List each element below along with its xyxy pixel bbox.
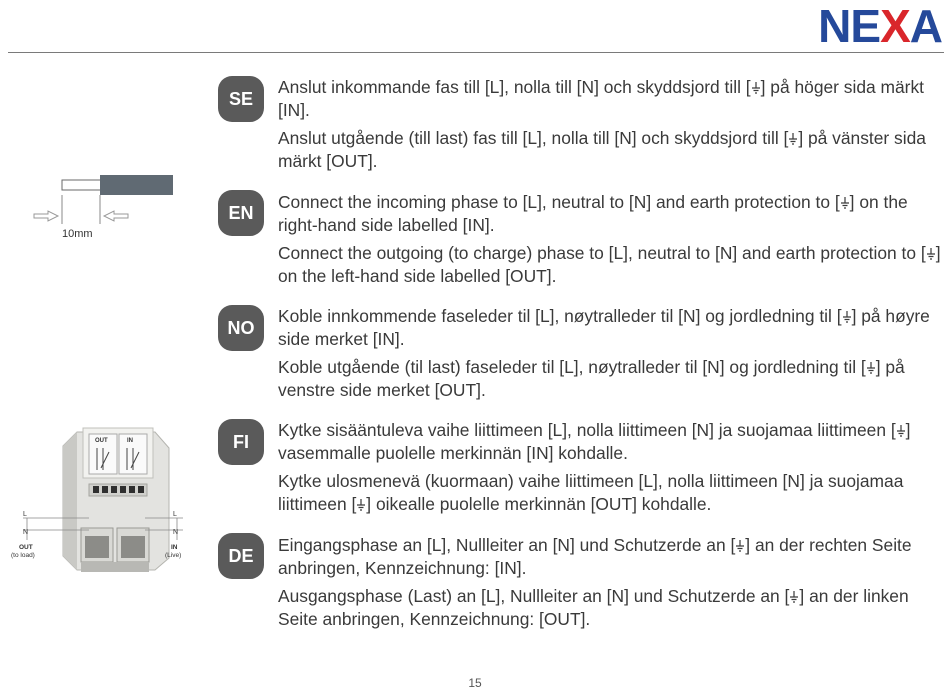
lang-badge-de: DE — [218, 533, 264, 579]
fi-outgoing-paragraph: Kytke ulosmenevä (kuormaan) vaihe liittimeen [L], nolla liittimeen [N] ja suojamaa liittimeen [ ] oikealle puolelle merkinnän [OUT] kohdalle. — [278, 471, 904, 514]
earth-symbol-icon — [788, 132, 798, 146]
header-divider — [8, 52, 944, 53]
de-incoming-paragraph: Eingangsphase an [L], Nullleiter an [N] und Schutzerde an [ ] an der rechten Seite anbringen, Kennzeichnung: [IN]. — [278, 535, 912, 578]
left-n-label: N — [23, 529, 29, 536]
earth-symbol-icon — [926, 247, 936, 261]
lang-badge-no: NO — [218, 305, 264, 351]
de-outgoing-paragraph: Ausgangsphase (Last) an [L], Nullleiter an [N] und Schutzerde an [ ] an der linken Seite anbringen, Kennzeichnung: [OUT]. — [278, 586, 909, 629]
page-number: 15 — [468, 676, 482, 690]
out-bottom-label: OUT — [19, 544, 33, 551]
wire-strip-diagram — [28, 168, 178, 244]
nexa-logo: NEXA — [818, 0, 942, 52]
earth-symbol-icon — [751, 81, 761, 95]
left-l-label: L — [23, 511, 27, 518]
right-n-label: N — [173, 529, 179, 536]
en-incoming-paragraph: Connect the incoming phase to [L], neutral to [N] and earth protection to [ ] on the right-hand side labelled [IN]. — [278, 192, 908, 235]
earth-symbol-icon — [840, 196, 850, 210]
lang-badge-en: EN — [218, 190, 264, 236]
lang-badge-se: SE — [218, 76, 264, 122]
en-outgoing-paragraph: Connect the outgoing (to charge) phase to [L], neutral to [N] and earth protection to [ ] on the left-hand side labelled [OUT]. — [278, 243, 941, 286]
no-incoming-paragraph: Koble innkommende faseleder til [L], nøytralleder til [N] og jordledning til [ ] på høyre side merket [IN]. — [278, 306, 930, 349]
earth-symbol-icon — [789, 590, 799, 604]
strip-length-label: 10mm — [62, 228, 93, 240]
no-outgoing-paragraph: Koble utgående (til last) faseleder til [L], nøytralleder til [N] og jordledning til [ ] på venstre side merket [OUT]. — [278, 357, 905, 400]
to-load-label: (to load) — [11, 552, 35, 559]
device-out-label: OUT — [95, 438, 108, 444]
right-l-label: L — [173, 511, 177, 518]
se-outgoing-paragraph: Anslut utgående (till last) fas till [L], nolla till [N] och skyddsjord till [ ] på vänster sida märkt [OUT]. — [278, 128, 926, 171]
lang-badge-fi: FI — [218, 419, 264, 465]
se-incoming-paragraph: Anslut inkommande fas till [L], nolla till [N] och skyddsjord till [ ] på höger sida märkt [IN]. — [278, 77, 925, 120]
earth-symbol-icon — [842, 310, 852, 324]
device-in-label: IN — [127, 438, 133, 444]
earth-symbol-icon — [356, 498, 366, 512]
live-label: (Live) — [165, 552, 182, 559]
earth-symbol-icon — [735, 539, 745, 553]
device-wiring-diagram — [5, 418, 205, 590]
in-bottom-label: IN — [171, 544, 178, 551]
earth-symbol-icon — [866, 361, 876, 375]
earth-symbol-icon — [896, 424, 906, 438]
fi-incoming-paragraph: Kytke sisääntuleva vaihe liittimeen [L], nolla liittimeen [N] ja suojamaa liittimeen [ ] vasemmalle puolelle merkinnän [IN] kohdalle. — [278, 420, 911, 463]
